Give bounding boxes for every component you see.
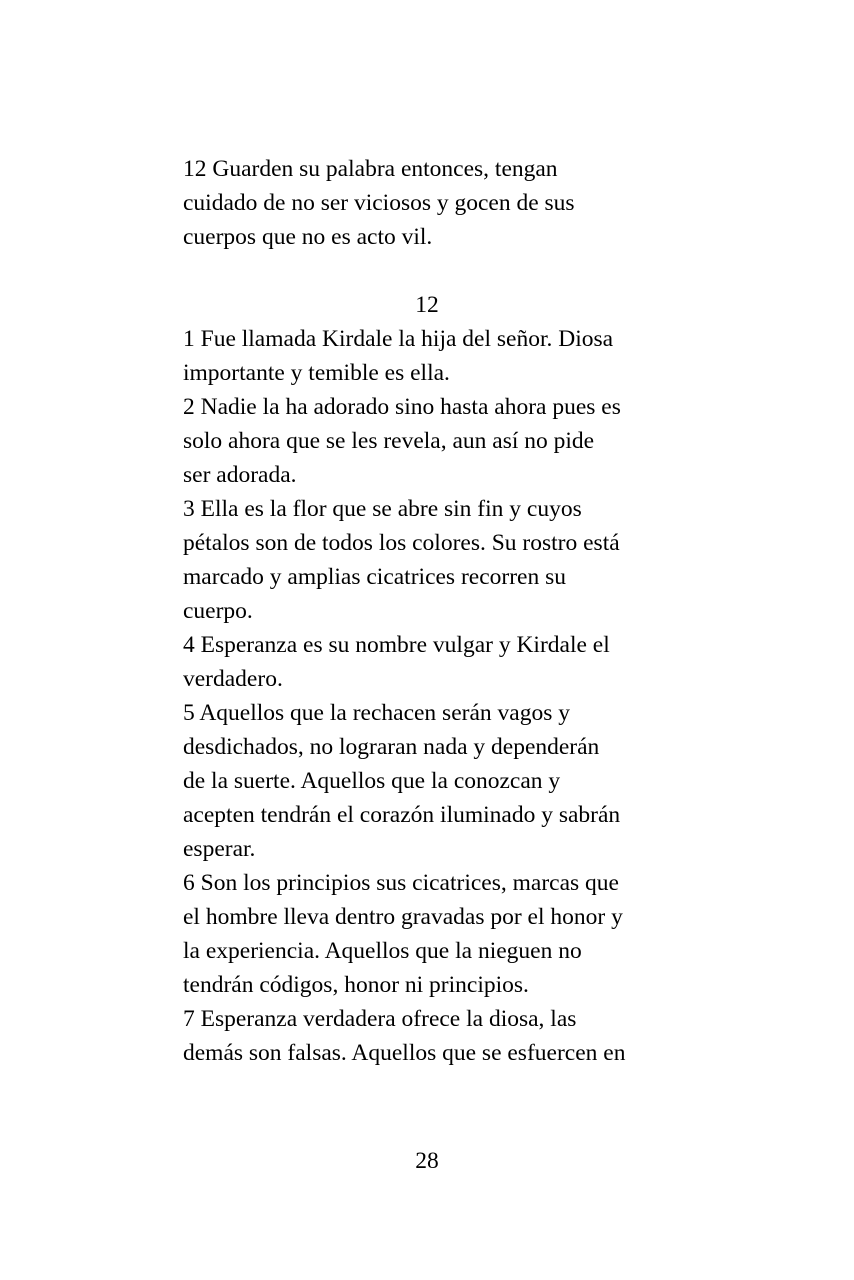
text-line: cuerpos que no es acto vil. xyxy=(183,224,433,250)
text-line: 6 Son los principios sus cicatrices, marcas que xyxy=(183,870,619,896)
text-line: solo ahora que se les revela, aun así no pide xyxy=(183,428,595,454)
continued-verse-paragraph xyxy=(183,152,683,254)
text-line: cuidado de no ser viciosos y gocen de sus xyxy=(183,190,575,216)
text-line: importante y temible es ella. xyxy=(183,360,450,386)
text-line: 3 Ella es la flor que se abre sin fin y cuyos xyxy=(183,496,582,522)
text-line: 7 Esperanza verdadera ofrece la diosa, las xyxy=(183,1006,577,1032)
text-line: 1 Fue llamada Kirdale la hija del señor. Diosa xyxy=(183,326,614,352)
text-line: la experiencia. Aquellos que la nieguen no xyxy=(183,938,582,964)
text-line: de la suerte. Aquellos que la conozcan y xyxy=(183,768,561,794)
text-line: esperar. xyxy=(183,836,256,862)
text-line: verdadero. xyxy=(183,666,283,692)
text-line: desdichados, no lograran nada y dependerán xyxy=(183,734,600,760)
text-line: 2 Nadie la ha adorado sino hasta ahora pues es xyxy=(183,394,621,420)
text-line: cuerpo. xyxy=(183,598,253,624)
text-line: 4 Esperanza es su nombre vulgar y Kirdale el xyxy=(183,632,610,658)
text-line: demás son falsas. Aquellos que se esfuercen en xyxy=(183,1040,626,1066)
page-number: 28 xyxy=(415,1148,439,1174)
text-line: marcado y amplias cicatrices recorren su xyxy=(183,564,566,590)
chapter-heading: 12 xyxy=(415,292,439,318)
text-line: 5 Aquellos que la rechacen serán vagos y xyxy=(183,700,570,726)
text-line: 12 Guarden su palabra entonces, tengan xyxy=(183,156,558,182)
text-line: acepten tendrán el corazón iluminado y sabrán xyxy=(183,802,621,828)
text-line: el hombre lleva dentro gravadas por el honor y xyxy=(183,904,623,930)
text-line: tendrán códigos, honor ni principios. xyxy=(183,972,529,998)
text-line: pétalos son de todos los colores. Su rostro está xyxy=(183,530,620,556)
verses-text xyxy=(183,322,683,1070)
text-line: ser adorada. xyxy=(183,462,297,488)
